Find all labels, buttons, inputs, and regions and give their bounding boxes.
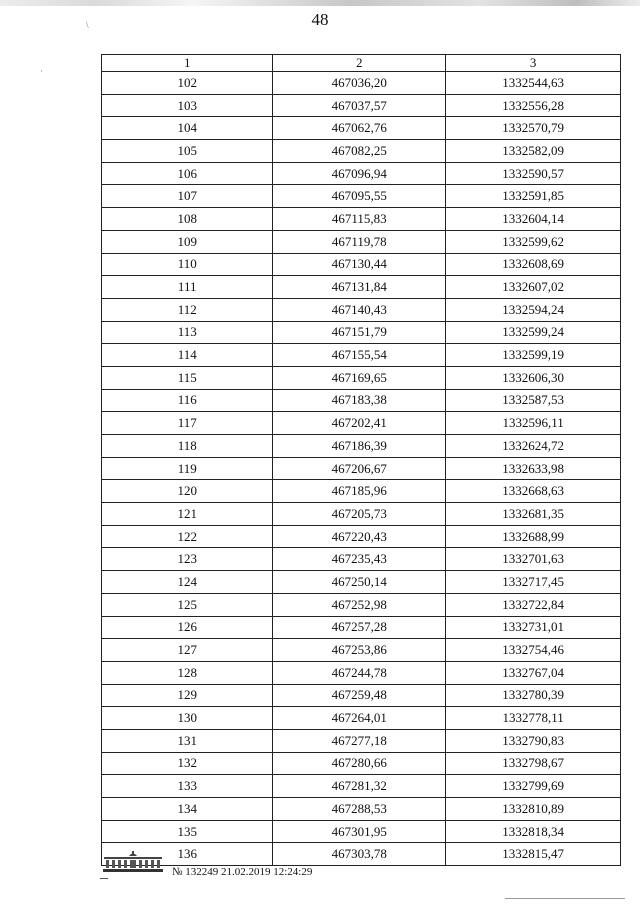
- scan-mark: ·: [40, 66, 43, 76]
- y-coordinate-cell: 1332754,46: [446, 639, 621, 662]
- table-row: [102, 230, 621, 253]
- table-row: [102, 661, 621, 684]
- y-coordinate-cell: 1332591,85: [446, 185, 621, 208]
- table-row: [102, 639, 621, 662]
- y-coordinate-cell: 1332731,01: [446, 616, 621, 639]
- page-number: 48: [311, 10, 329, 29]
- point-number-cell: 121: [102, 503, 273, 526]
- x-coordinate-cell: 467095,55: [273, 185, 446, 208]
- y-coordinate-cell: 1332668,63: [446, 480, 621, 503]
- point-number-cell: 129: [102, 684, 273, 707]
- footer: [102, 850, 164, 874]
- point-number-cell: 126: [102, 616, 273, 639]
- point-number-cell: 131: [102, 729, 273, 752]
- y-coordinate-cell: 1332608,69: [446, 253, 621, 276]
- table-row: [102, 117, 621, 140]
- table-row: [102, 503, 621, 526]
- table-row: [102, 525, 621, 548]
- y-coordinate-cell: 1332570,79: [446, 117, 621, 140]
- y-coordinate-cell: 1332599,19: [446, 344, 621, 367]
- y-coordinate-cell: 1332815,47: [446, 843, 621, 866]
- x-coordinate-cell: 467259,48: [273, 684, 446, 707]
- table-body: [102, 72, 621, 866]
- x-coordinate-cell: 467115,83: [273, 208, 446, 231]
- point-number-cell: 102: [102, 72, 273, 95]
- y-coordinate-cell: 1332607,02: [446, 276, 621, 299]
- table-row: [102, 162, 621, 185]
- y-coordinate-cell: 1332599,24: [446, 321, 621, 344]
- coordinates-table: [101, 54, 621, 866]
- y-coordinate-cell: 1332633,98: [446, 457, 621, 480]
- column-header: 2: [273, 55, 446, 72]
- point-number-cell: 103: [102, 94, 273, 117]
- x-coordinate-cell: 467301,95: [273, 820, 446, 843]
- x-coordinate-cell: 467036,20: [273, 72, 446, 95]
- y-coordinate-cell: 1332799,69: [446, 775, 621, 798]
- x-coordinate-cell: 467140,43: [273, 298, 446, 321]
- y-coordinate-cell: 1332590,57: [446, 162, 621, 185]
- point-number-cell: 106: [102, 162, 273, 185]
- point-number-cell: 111: [102, 276, 273, 299]
- point-number-cell: 112: [102, 298, 273, 321]
- point-number-cell: 124: [102, 571, 273, 594]
- y-coordinate-cell: 1332606,30: [446, 366, 621, 389]
- x-coordinate-cell: 467250,14: [273, 571, 446, 594]
- y-coordinate-cell: 1332790,83: [446, 729, 621, 752]
- point-number-cell: 120: [102, 480, 273, 503]
- y-coordinate-cell: 1332717,45: [446, 571, 621, 594]
- table-row: [102, 140, 621, 163]
- x-coordinate-cell: 467252,98: [273, 593, 446, 616]
- x-coordinate-cell: 467288,53: [273, 798, 446, 821]
- x-coordinate-cell: 467119,78: [273, 230, 446, 253]
- point-number-cell: 113: [102, 321, 273, 344]
- point-number-cell: 109: [102, 230, 273, 253]
- point-number-cell: 115: [102, 366, 273, 389]
- table-row: [102, 820, 621, 843]
- x-coordinate-cell: 467264,01: [273, 707, 446, 730]
- x-coordinate-cell: 467206,67: [273, 457, 446, 480]
- y-coordinate-cell: 1332767,04: [446, 661, 621, 684]
- scan-artifact-top: [0, 0, 640, 6]
- column-header: 1: [102, 55, 273, 72]
- point-number-cell: 134: [102, 798, 273, 821]
- registration-stamp: № 132249 21.02.2019 12:24:29: [172, 866, 313, 878]
- table-row: [102, 208, 621, 231]
- x-coordinate-cell: 467185,96: [273, 480, 446, 503]
- table-row: [102, 366, 621, 389]
- column-header: 3: [446, 55, 621, 72]
- y-coordinate-cell: 1332778,11: [446, 707, 621, 730]
- y-coordinate-cell: 1332587,53: [446, 389, 621, 412]
- x-coordinate-cell: 467257,28: [273, 616, 446, 639]
- table-row: [102, 480, 621, 503]
- table-row: [102, 253, 621, 276]
- table-row: [102, 752, 621, 775]
- x-coordinate-cell: 467220,43: [273, 525, 446, 548]
- point-number-cell: 125: [102, 593, 273, 616]
- point-number-cell: 107: [102, 185, 273, 208]
- y-coordinate-cell: 1332599,62: [446, 230, 621, 253]
- table-row: [102, 389, 621, 412]
- point-number-cell: 105: [102, 140, 273, 163]
- y-coordinate-cell: 1332688,99: [446, 525, 621, 548]
- y-coordinate-cell: 1332544,63: [446, 72, 621, 95]
- table-row: [102, 843, 621, 866]
- table-row: [102, 457, 621, 480]
- x-coordinate-cell: 467096,94: [273, 162, 446, 185]
- x-coordinate-cell: 467235,43: [273, 548, 446, 571]
- x-coordinate-cell: 467062,76: [273, 117, 446, 140]
- y-coordinate-cell: 1332624,72: [446, 435, 621, 458]
- x-coordinate-cell: 467280,66: [273, 752, 446, 775]
- table-row: [102, 94, 621, 117]
- y-coordinate-cell: 1332722,84: [446, 593, 621, 616]
- x-coordinate-cell: 467281,32: [273, 775, 446, 798]
- point-number-cell: 133: [102, 775, 273, 798]
- point-number-cell: 114: [102, 344, 273, 367]
- y-coordinate-cell: 1332798,67: [446, 752, 621, 775]
- table-row: [102, 684, 621, 707]
- table-row: [102, 185, 621, 208]
- table-row: [102, 276, 621, 299]
- table-row: [102, 571, 621, 594]
- x-coordinate-cell: 467169,65: [273, 366, 446, 389]
- x-coordinate-cell: 467253,86: [273, 639, 446, 662]
- point-number-cell: 122: [102, 525, 273, 548]
- point-number-cell: 128: [102, 661, 273, 684]
- table-row: [102, 593, 621, 616]
- x-coordinate-cell: 467131,84: [273, 276, 446, 299]
- y-coordinate-cell: 1332810,89: [446, 798, 621, 821]
- x-coordinate-cell: 467130,44: [273, 253, 446, 276]
- point-number-cell: 127: [102, 639, 273, 662]
- table-row: [102, 321, 621, 344]
- point-number-cell: 119: [102, 457, 273, 480]
- point-number-cell: 136: [102, 843, 273, 866]
- x-coordinate-cell: 467277,18: [273, 729, 446, 752]
- table-row: [102, 729, 621, 752]
- table-row: [102, 798, 621, 821]
- y-coordinate-cell: 1332582,09: [446, 140, 621, 163]
- table-header-row: [102, 55, 621, 72]
- x-coordinate-cell: 467202,41: [273, 412, 446, 435]
- x-coordinate-cell: 467186,39: [273, 435, 446, 458]
- dash-mark: [100, 878, 108, 879]
- table-row: [102, 72, 621, 95]
- y-coordinate-cell: 1332596,11: [446, 412, 621, 435]
- y-coordinate-cell: 1332594,24: [446, 298, 621, 321]
- point-number-cell: 118: [102, 435, 273, 458]
- table-row: [102, 775, 621, 798]
- point-number-cell: 116: [102, 389, 273, 412]
- table-row: [102, 412, 621, 435]
- point-number-cell: 123: [102, 548, 273, 571]
- x-coordinate-cell: 467205,73: [273, 503, 446, 526]
- x-coordinate-cell: 467183,38: [273, 389, 446, 412]
- y-coordinate-cell: 1332701,63: [446, 548, 621, 571]
- point-number-cell: 104: [102, 117, 273, 140]
- table-row: [102, 298, 621, 321]
- x-coordinate-cell: 467037,57: [273, 94, 446, 117]
- point-number-cell: 130: [102, 707, 273, 730]
- x-coordinate-cell: 467244,78: [273, 661, 446, 684]
- y-coordinate-cell: 1332604,14: [446, 208, 621, 231]
- point-number-cell: 135: [102, 820, 273, 843]
- building-emblem-icon: [102, 850, 164, 874]
- x-coordinate-cell: 467155,54: [273, 344, 446, 367]
- table-row: [102, 344, 621, 367]
- point-number-cell: 132: [102, 752, 273, 775]
- y-coordinate-cell: 1332556,28: [446, 94, 621, 117]
- table-row: [102, 616, 621, 639]
- point-number-cell: 110: [102, 253, 273, 276]
- y-coordinate-cell: 1332681,35: [446, 503, 621, 526]
- x-coordinate-cell: 467303,78: [273, 843, 446, 866]
- point-number-cell: 117: [102, 412, 273, 435]
- table-row: [102, 435, 621, 458]
- scan-mark: \: [86, 20, 89, 30]
- y-coordinate-cell: 1332818,34: [446, 820, 621, 843]
- point-number-cell: 108: [102, 208, 273, 231]
- x-coordinate-cell: 467151,79: [273, 321, 446, 344]
- bottom-rule: [505, 898, 625, 899]
- table-row: [102, 548, 621, 571]
- y-coordinate-cell: 1332780,39: [446, 684, 621, 707]
- x-coordinate-cell: 467082,25: [273, 140, 446, 163]
- table-row: [102, 707, 621, 730]
